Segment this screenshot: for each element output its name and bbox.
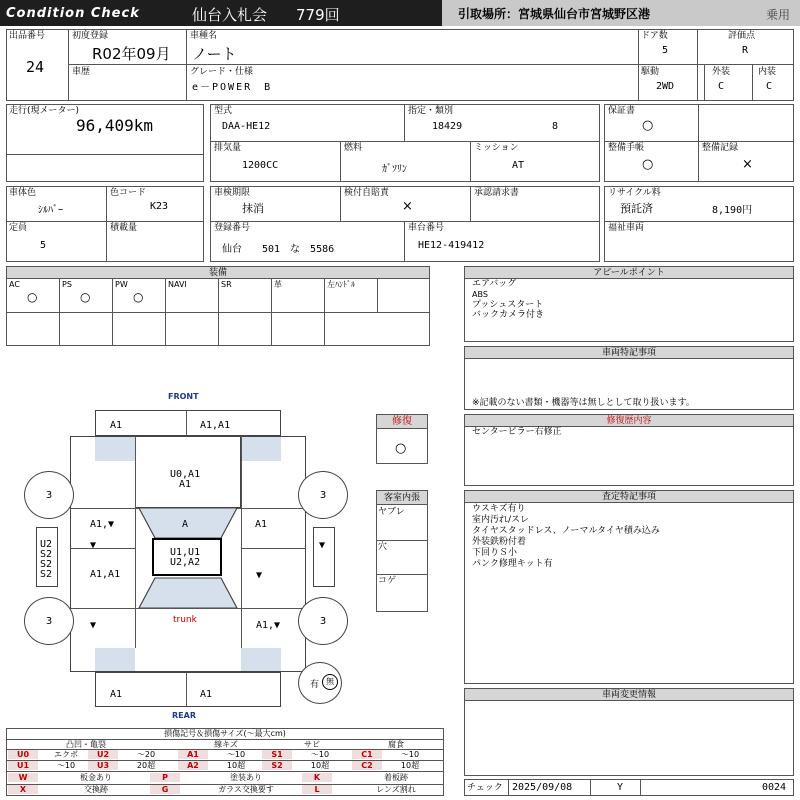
repair-box-value: ○ bbox=[395, 441, 407, 456]
legend-desc: 10超 bbox=[226, 761, 246, 770]
check-number: 0024 bbox=[762, 782, 787, 793]
tire-front-left: 3 bbox=[24, 471, 74, 519]
inspection-label: 車検期限 bbox=[214, 188, 251, 198]
legend-desc: ～10 bbox=[56, 761, 76, 770]
exterior-value: C bbox=[718, 81, 725, 92]
special-title: 車両特記事項 bbox=[465, 347, 793, 359]
equipment-value: ○ bbox=[27, 290, 38, 304]
interior-label: 内装 bbox=[758, 67, 777, 77]
legend-desc: 塗装あり bbox=[230, 773, 262, 782]
check-date: 2025/09/08 bbox=[512, 782, 573, 793]
mission-value: AT bbox=[512, 160, 525, 171]
headlight-right bbox=[241, 437, 281, 461]
equipment-value: ○ bbox=[133, 290, 144, 304]
legend-desc: レンズ割れ bbox=[376, 785, 416, 794]
capacity-value: 5 bbox=[40, 240, 47, 251]
assessment-line: ウスキズ有り bbox=[472, 504, 526, 514]
appeal-line: バックカメラ付き bbox=[472, 310, 545, 320]
equipment-label: AC bbox=[9, 280, 20, 289]
right-side-mark: ▼ bbox=[319, 540, 326, 551]
front-label: FRONT bbox=[168, 392, 199, 401]
assessment-line: 室内汚れ/スレ bbox=[472, 515, 530, 525]
left-quarter-code: ▼ bbox=[90, 620, 97, 631]
legend-code: C1 bbox=[352, 750, 382, 759]
equipment-title: 装備 bbox=[7, 267, 429, 279]
mileage-label: 走行(現メーター) bbox=[9, 106, 80, 116]
special-note: ※記載のない書類・機器等は無しとして取り扱います。 bbox=[472, 398, 695, 408]
right-quarter-code: A1,▼ bbox=[256, 620, 281, 631]
pickup-location: 引取場所：宮城県仙台市宮城野区港 bbox=[458, 7, 651, 21]
first-reg-value: R02年09月 bbox=[92, 45, 171, 63]
legend-desc: 着板跡 bbox=[384, 773, 408, 782]
legend-desc: ～10 bbox=[310, 750, 330, 759]
legend-code: L bbox=[302, 785, 332, 794]
rear-bumper-right-code: A1 bbox=[200, 689, 213, 700]
lot-value: 24 bbox=[26, 58, 45, 76]
displacement-label: 排気量 bbox=[214, 143, 242, 153]
load-label: 積載量 bbox=[110, 223, 138, 233]
first-reg-label: 初度登録 bbox=[72, 31, 109, 41]
color-label: 車体色 bbox=[9, 188, 37, 198]
legend-desc: 20超 bbox=[136, 761, 156, 770]
legend-desc: 交換跡 bbox=[84, 785, 108, 794]
right-rear-door-mark: ▼ bbox=[256, 570, 263, 581]
repair-history-title: 修復歴内容 bbox=[465, 415, 793, 427]
recycle-value: 8,190円 bbox=[712, 205, 753, 216]
legend-desc: 10超 bbox=[400, 761, 420, 770]
legend-desc: ～20 bbox=[136, 750, 156, 759]
left-panel-code: U2 bbox=[40, 539, 53, 550]
car-name-value: ノート bbox=[192, 45, 237, 63]
capacity-label: 定員 bbox=[9, 223, 28, 233]
legend-desc: エクボ bbox=[54, 750, 78, 759]
legend-desc: ～10 bbox=[226, 750, 246, 759]
legend-desc: ～10 bbox=[400, 750, 420, 759]
tire-rear-right: 3 bbox=[298, 597, 348, 645]
fuel-value: ｶﾞｿﾘﾝ bbox=[382, 164, 407, 175]
equipment-label: 左ﾊﾝﾄﾞﾙ bbox=[327, 280, 355, 289]
welfare-label: 福祉車両 bbox=[608, 223, 645, 233]
reg-label: 登録番号 bbox=[214, 223, 251, 233]
fuel-label: 燃料 bbox=[344, 143, 363, 153]
manual-value: ○ bbox=[642, 157, 654, 172]
basic-info-table bbox=[6, 29, 794, 101]
recycle-label: リサイクル料 bbox=[608, 188, 661, 198]
hood-code: U0,A1 A1 bbox=[170, 469, 201, 490]
warranty-label: 保証書 bbox=[608, 106, 636, 116]
appeal-line: プッシュスタート bbox=[472, 300, 544, 310]
rating-value: R bbox=[742, 45, 749, 56]
legend-code: U1 bbox=[8, 761, 38, 770]
interior-value: C bbox=[766, 81, 773, 92]
mission-label: ミッション bbox=[474, 143, 519, 153]
class-value: 8 bbox=[552, 121, 559, 132]
left-panel-code: S2 bbox=[40, 569, 53, 580]
windshield-code: A bbox=[182, 519, 189, 530]
drive-label: 駆動 bbox=[641, 67, 660, 77]
car-name-label: 車種名 bbox=[190, 31, 218, 41]
grade-label: グレード・仕様 bbox=[190, 67, 254, 77]
left-panel-code: S2 bbox=[40, 559, 53, 570]
inspection-value: 抹消 bbox=[242, 202, 264, 215]
legend-col: サビ bbox=[304, 740, 320, 749]
history-label: 車歴 bbox=[72, 67, 91, 77]
appeal-line: エアバッグ bbox=[472, 279, 517, 289]
legend-desc: 10超 bbox=[310, 761, 330, 770]
legend-code: U0 bbox=[8, 750, 38, 759]
model-label: 型式 bbox=[214, 106, 233, 116]
insurance-label: 検付自賠責 bbox=[344, 188, 390, 198]
manual-label: 整備手帳 bbox=[608, 143, 645, 153]
doors-label: ドア数 bbox=[641, 31, 668, 41]
legend-code: S2 bbox=[262, 761, 292, 770]
front-bumper-left-code: A1 bbox=[110, 420, 123, 431]
legend-code: U3 bbox=[88, 761, 118, 770]
rating-label: 評価点 bbox=[728, 31, 756, 41]
legend-code: G bbox=[150, 785, 180, 794]
appeal-title: アピールポイント bbox=[465, 267, 793, 279]
equipment-label: PW bbox=[115, 280, 128, 289]
legend-code: U2 bbox=[88, 750, 118, 759]
legend-code: A1 bbox=[178, 750, 208, 759]
chassis-label: 車台番号 bbox=[408, 223, 445, 233]
cabin-tear: ヤブレ bbox=[378, 507, 405, 517]
left-panel-code: S2 bbox=[40, 549, 53, 560]
legend-title: 損傷記号＆損傷サイズ(～最大cm) bbox=[164, 729, 286, 738]
legend-code: K bbox=[302, 773, 332, 782]
displacement-value: 1200CC bbox=[242, 160, 279, 171]
warranty-value: ○ bbox=[642, 118, 654, 133]
legend-desc: 板金あり bbox=[80, 773, 112, 782]
equipment-label: SR bbox=[221, 280, 232, 289]
recycle-status: 預託済 bbox=[620, 202, 653, 215]
cabin-burn: コゲ bbox=[378, 576, 397, 586]
change-info-title: 車両変更情報 bbox=[465, 689, 793, 701]
check-label: チェック bbox=[467, 783, 503, 793]
taillight-left bbox=[95, 648, 135, 671]
legend-code: C2 bbox=[352, 761, 382, 770]
color-code-value: K23 bbox=[150, 201, 169, 212]
legend-col: 凸凹・亀裂 bbox=[66, 740, 106, 749]
chassis-value: HE12-419412 bbox=[418, 240, 485, 251]
brand-title: Condition Check bbox=[6, 6, 140, 21]
legend-code: X bbox=[8, 785, 38, 794]
left-rear-door-code: A1,A1 bbox=[90, 569, 121, 580]
cabin-title: 客室内張 bbox=[377, 491, 427, 505]
maint-label: 整備記録 bbox=[702, 143, 739, 153]
approval-label: 承認請求書 bbox=[474, 188, 520, 198]
assessment-line: タイヤスタッドレス、ノーマルタイヤ積み込み bbox=[472, 526, 660, 536]
rear-bumper bbox=[95, 672, 281, 707]
repair-box-title: 修復 bbox=[377, 415, 427, 429]
grade-value: e－POWER B bbox=[192, 82, 273, 93]
legend-col: 腐食 bbox=[388, 740, 404, 749]
appeal-line: ABS bbox=[472, 290, 488, 299]
doors-value: 5 bbox=[662, 45, 669, 56]
assessment-title: 査定特記事項 bbox=[465, 491, 793, 503]
insurance-value: × bbox=[402, 199, 413, 214]
designation-value: 18429 bbox=[432, 121, 463, 132]
reg-value: 仙台 501 な 5586 bbox=[222, 244, 335, 255]
change-info-panel bbox=[464, 688, 794, 776]
drive-value: 2WD bbox=[656, 81, 675, 92]
left-mirror-mark: ▼ bbox=[90, 540, 97, 551]
check-inspector: Y bbox=[617, 782, 624, 793]
trunk-label: trunk bbox=[173, 615, 197, 625]
auction-number: 779回 bbox=[296, 6, 340, 24]
mileage-value: 96,409km bbox=[76, 116, 154, 135]
tire-front-right: 3 bbox=[298, 471, 348, 519]
rear-label: REAR bbox=[172, 711, 196, 720]
category-label: 乗用 bbox=[766, 8, 791, 22]
legend-desc: ガラス交換要す bbox=[218, 785, 274, 794]
cabin-hole: 穴 bbox=[378, 542, 388, 552]
legend-code: S1 bbox=[262, 750, 292, 759]
assessment-line: 下回りＳ小 bbox=[472, 548, 518, 558]
assessment-line: 外装鉄粉付着 bbox=[472, 537, 527, 547]
front-bumper bbox=[95, 410, 281, 436]
spare-circle: 無 bbox=[322, 674, 338, 690]
legend-code: A2 bbox=[178, 761, 208, 770]
auction-name: 仙台入札会 bbox=[192, 6, 268, 24]
right-front-door-code: A1 bbox=[255, 519, 268, 530]
lot-label: 出品番号 bbox=[9, 31, 46, 41]
color-code-label: 色コード bbox=[110, 188, 147, 198]
spare-label: 有 bbox=[310, 680, 320, 690]
legend-code: P bbox=[150, 773, 180, 782]
equipment-label: PS bbox=[62, 280, 72, 289]
headlight-left bbox=[95, 437, 135, 461]
left-front-door-code: A1,▼ bbox=[90, 519, 115, 530]
legend-code: W bbox=[8, 773, 38, 782]
model-value: DAA-HE12 bbox=[222, 121, 271, 132]
legend-col: 線キズ bbox=[214, 740, 238, 749]
exterior-label: 外装 bbox=[712, 67, 731, 77]
maint-value: × bbox=[742, 157, 753, 172]
rear-bumper-left-code: A1 bbox=[110, 689, 123, 700]
taillight-right bbox=[241, 648, 281, 671]
color-value: ｼﾙﾊﾞｰ bbox=[38, 205, 63, 216]
roof-code: U1,U1 U2,A2 bbox=[170, 547, 201, 568]
equipment-label: NAVI bbox=[168, 280, 187, 289]
assessment-line: パンク修理キット有 bbox=[472, 559, 553, 569]
right-side-panel bbox=[313, 527, 335, 587]
tire-rear-left: 3 bbox=[24, 597, 74, 645]
equipment-value: ○ bbox=[80, 290, 91, 304]
designation-label: 指定・類別 bbox=[408, 106, 454, 116]
equipment-label: 革 bbox=[274, 280, 282, 289]
front-bumper-right-code: A1,A1 bbox=[200, 420, 231, 431]
repair-history-text: センターピラー右修正 bbox=[472, 427, 562, 437]
